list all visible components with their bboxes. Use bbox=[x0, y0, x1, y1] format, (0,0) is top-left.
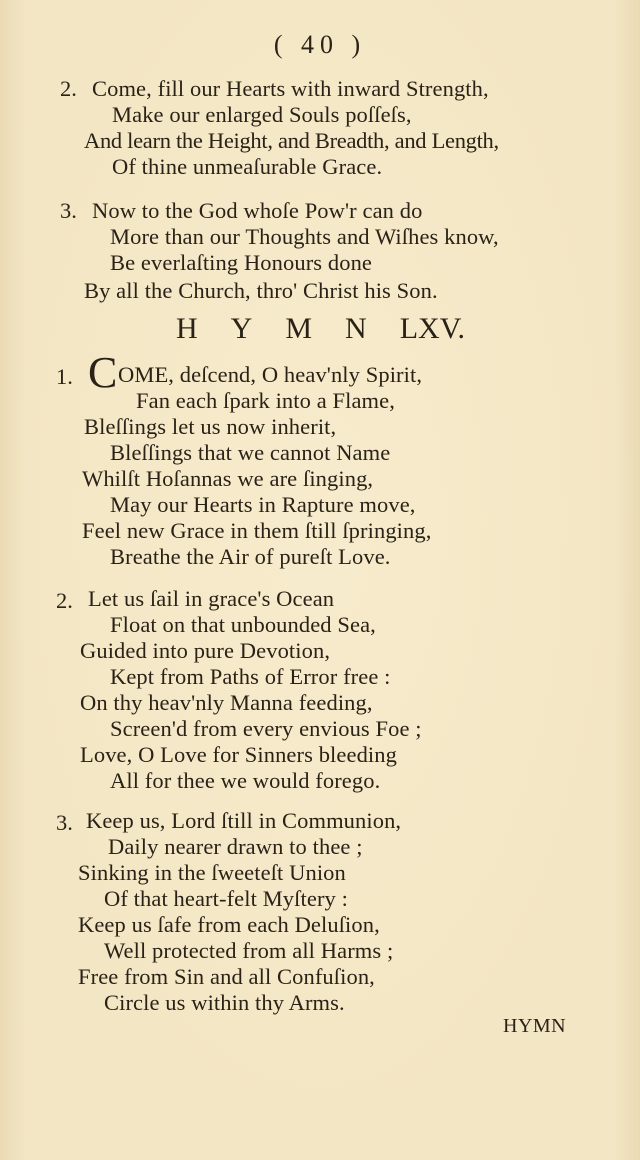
stanza-number: 2. bbox=[60, 76, 77, 101]
verse-line: All for thee we would forego. bbox=[110, 768, 381, 793]
verse-line: Fan each ſpark into a Flame, bbox=[136, 388, 395, 413]
verse-line: By all the Church, thro' Christ his Son. bbox=[84, 278, 438, 303]
verse-line: Keep us ſafe from each Deluſion, bbox=[78, 912, 380, 937]
hymn-title bbox=[176, 312, 465, 346]
verse-line: Make our enlarged Souls poſſeſs, bbox=[112, 102, 412, 127]
verse-line: Feel new Grace in them ſtill ſpringing, bbox=[82, 518, 432, 543]
verse-line: May our Hearts in Rapture move, bbox=[110, 492, 416, 517]
verse-line: And learn the Height, and Breadth, and Length, bbox=[84, 128, 499, 153]
verse-line: Now to the God whoſe Pow'r can do bbox=[92, 198, 423, 223]
verse-line: OME, deſcend, O heav'nly Spirit, bbox=[118, 362, 423, 387]
verse-line: Daily nearer drawn to thee ; bbox=[108, 834, 363, 859]
stanza-number: 2. bbox=[56, 588, 73, 613]
hymn-title-number: LXV. bbox=[399, 312, 465, 345]
catchword: HYMN bbox=[503, 1015, 567, 1037]
verse-line: Of that heart-felt Myſtery : bbox=[104, 886, 348, 911]
verse-line: On thy heav'nly Manna feeding, bbox=[80, 690, 373, 715]
stanza-number: 3. bbox=[56, 810, 73, 835]
verse-line: Love, O Love for Sinners bleeding bbox=[80, 742, 397, 767]
verse-line: Breathe the Air of pureſt Love. bbox=[110, 544, 391, 569]
verse-line: More than our Thoughts and Wiſhes know, bbox=[110, 224, 499, 249]
verse-line: Keep us, Lord ſtill in Communion, bbox=[86, 808, 402, 833]
stanza-number: 1. bbox=[56, 364, 73, 389]
verse-line: Circle us within thy Arms. bbox=[104, 990, 345, 1015]
stanza-number: 3. bbox=[60, 198, 77, 223]
verse-line: Bleſſings that we cannot Name bbox=[110, 440, 391, 465]
verse-line: Guided into pure Devotion, bbox=[80, 638, 331, 663]
page-number: ( 40 ) bbox=[273, 30, 367, 59]
verse-line: Whilſt Hoſannas we are ſinging, bbox=[82, 466, 374, 491]
hymn-title-letter: Y bbox=[230, 312, 253, 345]
verse-line: Be everlaſting Honours done bbox=[110, 250, 373, 275]
verse-line: Free from Sin and all Confuſion, bbox=[78, 964, 375, 989]
hymn-title-letter: H bbox=[176, 312, 198, 345]
verse-line: Let us ſail in grace's Ocean bbox=[88, 586, 335, 611]
verse-line: Come, fill our Hearts with inward Strength, bbox=[92, 76, 489, 101]
drop-cap: C bbox=[88, 348, 118, 397]
hymn-title-letter: N bbox=[345, 312, 367, 345]
verse-line: Kept from Paths of Error free : bbox=[110, 664, 391, 689]
verse-line: Screen'd from every envious Foe ; bbox=[110, 716, 422, 741]
verse-line: Of thine unmeaſurable Grace. bbox=[112, 154, 383, 179]
verse-line: Float on that unbounded Sea, bbox=[110, 612, 376, 637]
hymn-title-letter: M bbox=[285, 312, 313, 345]
verse-line: Well protected from all Harms ; bbox=[104, 938, 394, 963]
verse-line: Sinking in the ſweeteſt Union bbox=[78, 860, 346, 885]
verse-line: Bleſſings let us now inherit, bbox=[84, 414, 337, 439]
